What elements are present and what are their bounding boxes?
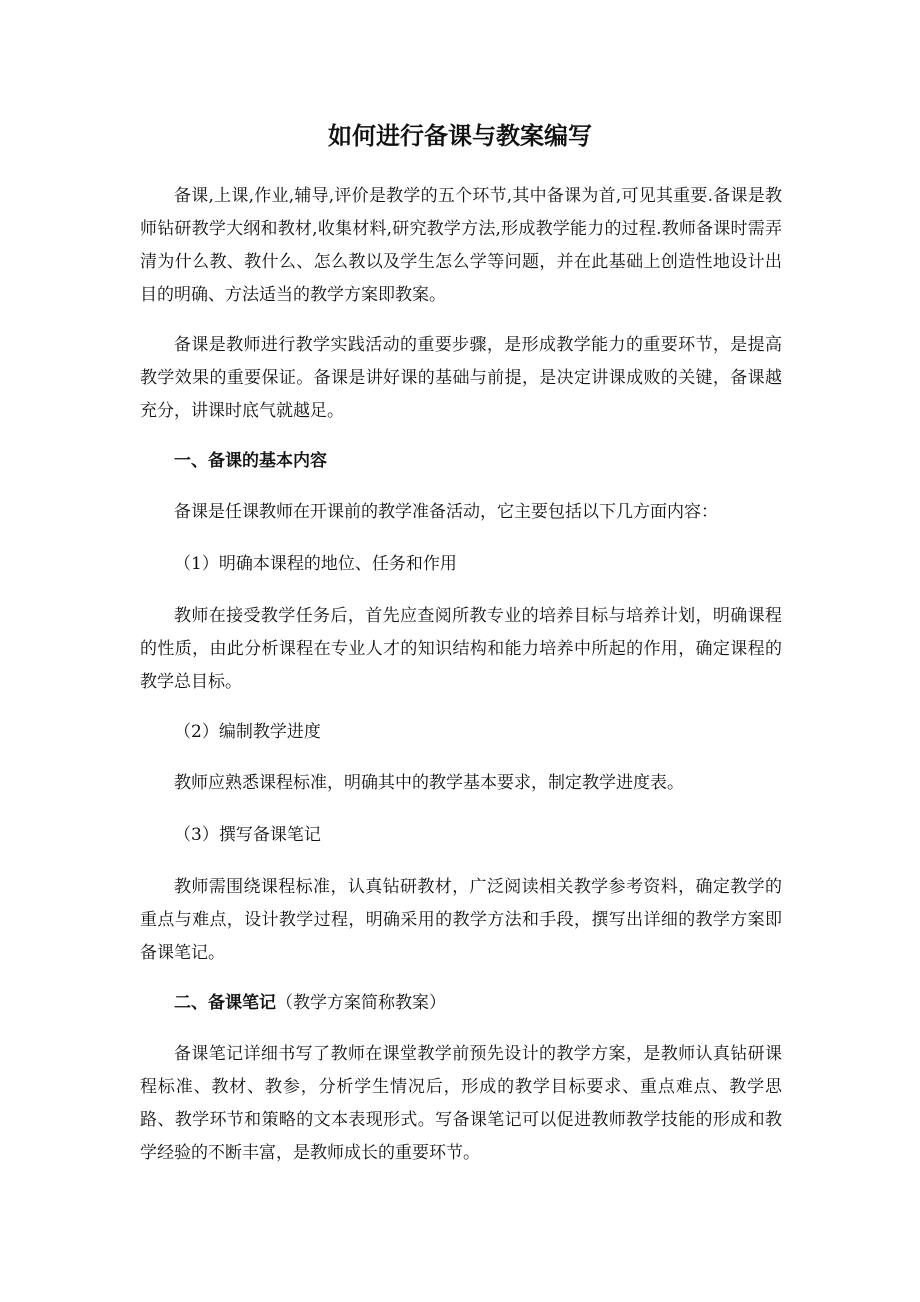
section-2-heading (140, 987, 782, 1020)
intro-paragraph-1: 备课,上课,作业,辅导,评价是教学的五个环节,其中备课为首,可见其重要.备课是教师钻研教学大纲和教材,收集材料,研究教学方法,形成教学能力的过程.教师备课时需弄清为什么教、教什么、怎么教以及学生怎么学等问题，并在此基础上创造性地设计出目的明确、方法适当的教学方案即教案。 (140, 186, 782, 305)
section-1-heading: 一、备课的基本内容 (174, 451, 327, 471)
item-3-body: 教师需围绕课程标准，认真钻研教材，广泛阅读相关教学参考资料，确定教学的重点与难点，设计教学过程，明确采用的教学方法和手段，撰写出详细的教学方案即备课笔记。 (140, 877, 782, 963)
item-1-body: 教师在接受教学任务后，首先应查阅所教专业的培养目标与培养计划，明确课程的性质，由此分析课程在专业人才的知识结构和能力培养中所起的作用，确定课程的教学总目标。 (140, 606, 782, 692)
section-2-body: 备课笔记详细书写了教师在课堂教学前预先设计的教学方案，是教师认真钻研课程标准、教材、教参，分析学生情况后，形成的教学目标要求、重点难点、教学思路、教学环节和策略的文本表现形式。写备课笔记可以促进教师教学技能的形成和教学经验的不断丰富，是教师成长的重要环节。 (140, 1044, 782, 1163)
section-2-heading-bold: 二、备课笔记 (174, 993, 276, 1013)
document-title: 如何进行备课与教案编写 (328, 122, 592, 150)
intro-paragraph-2: 备课是教师进行教学实践活动的重要步骤，是形成教学能力的重要环节，是提高教学效果的重要保证。备课是讲好课的基础与前提，是决定讲课成败的关键，备课越充分，讲课时底气就越足。 (140, 335, 782, 421)
item-1-title: （1）明确本课程的地位、任务和作用 (174, 554, 457, 574)
section-2-heading-note: （教学方案简称教案） (276, 993, 446, 1013)
item-3-title: （3）撰写备课笔记 (174, 825, 321, 845)
item-2-title: （2）编制教学进度 (174, 722, 321, 742)
section-1-lead: 备课是任课教师在开课前的教学准备活动，它主要包括以下几方面内容： (174, 502, 718, 522)
item-2-body: 教师应熟悉课程标准，明确其中的教学基本要求，制定教学进度表。 (174, 773, 684, 793)
